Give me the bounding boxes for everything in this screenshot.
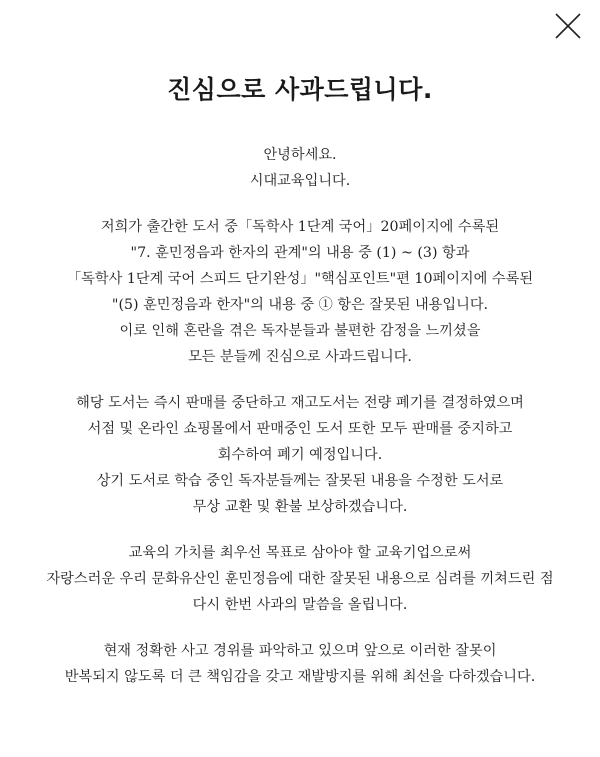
close-icon [550,8,586,44]
text-line: 반복되지 않도록 더 큰 책임감을 갖고 재발방지를 위해 최선을 다하겠습니다. [64,669,536,685]
regret-paragraph [0,540,600,618]
text-line: 서점 및 온라인 쇼핑몰에서 판매중인 도서 또한 모두 판매를 중지하고 [87,421,513,437]
text-line: "(5) 훈민정음과 한자"의 내용 중 ① 항은 잘못된 내용입니다. [111,297,489,313]
close-button[interactable] [550,8,586,44]
text-line: 모든 분들께 진심으로 사과드립니다. [188,349,412,365]
text-line: 다시 한번 사과의 말씀을 올립니다. [192,597,408,613]
text-line: 안녕하세요. [263,147,337,163]
apology-body [0,142,600,690]
text-line: 시대교육입니다. [249,173,351,189]
error-description-paragraph [0,214,600,370]
text-line: 「독학사 1단계 국어 스피드 단기완성」"핵심포인트"편 10페이지에 수록된 [66,271,534,287]
remedy-paragraph [0,390,600,520]
text-line: 현재 정확한 사고 경위를 파악하고 있으며 앞으로 이러한 잘못이 [103,643,497,659]
text-line: 교육의 가치를 최우선 목표로 삼아야 할 교육기업으로써 [128,545,472,561]
text-line: 해당 도서는 즉시 판매를 중단하고 재고도서는 전량 폐기를 결정하였으며 [76,395,524,411]
text-line: 이로 인해 혼란을 겪은 독자분들과 불편한 감정을 느끼셨을 [119,323,481,339]
dialog-title: 진심으로 사과드립니다. [167,75,433,104]
text-line: 자랑스러운 우리 문화유산인 훈민정음에 대한 잘못된 내용으로 심려를 끼쳐드린 점 [46,571,554,587]
text-line: 저희가 출간한 도서 중「독학사 1단계 국어」20페이지에 수록된 [100,219,500,235]
greeting-paragraph [0,142,600,194]
text-line: 무상 교환 및 환불 보상하겠습니다. [192,499,408,515]
text-line: 상기 도서로 학습 중인 독자분들께는 잘못된 내용을 수정한 도서로 [96,473,504,489]
text-line: "7. 훈민정음과 한자의 관계"의 내용 중 (1) ~ (3) 항과 [130,245,470,261]
prevention-paragraph [0,638,600,690]
text-line: 회수하여 폐기 예정입니다. [217,447,383,463]
